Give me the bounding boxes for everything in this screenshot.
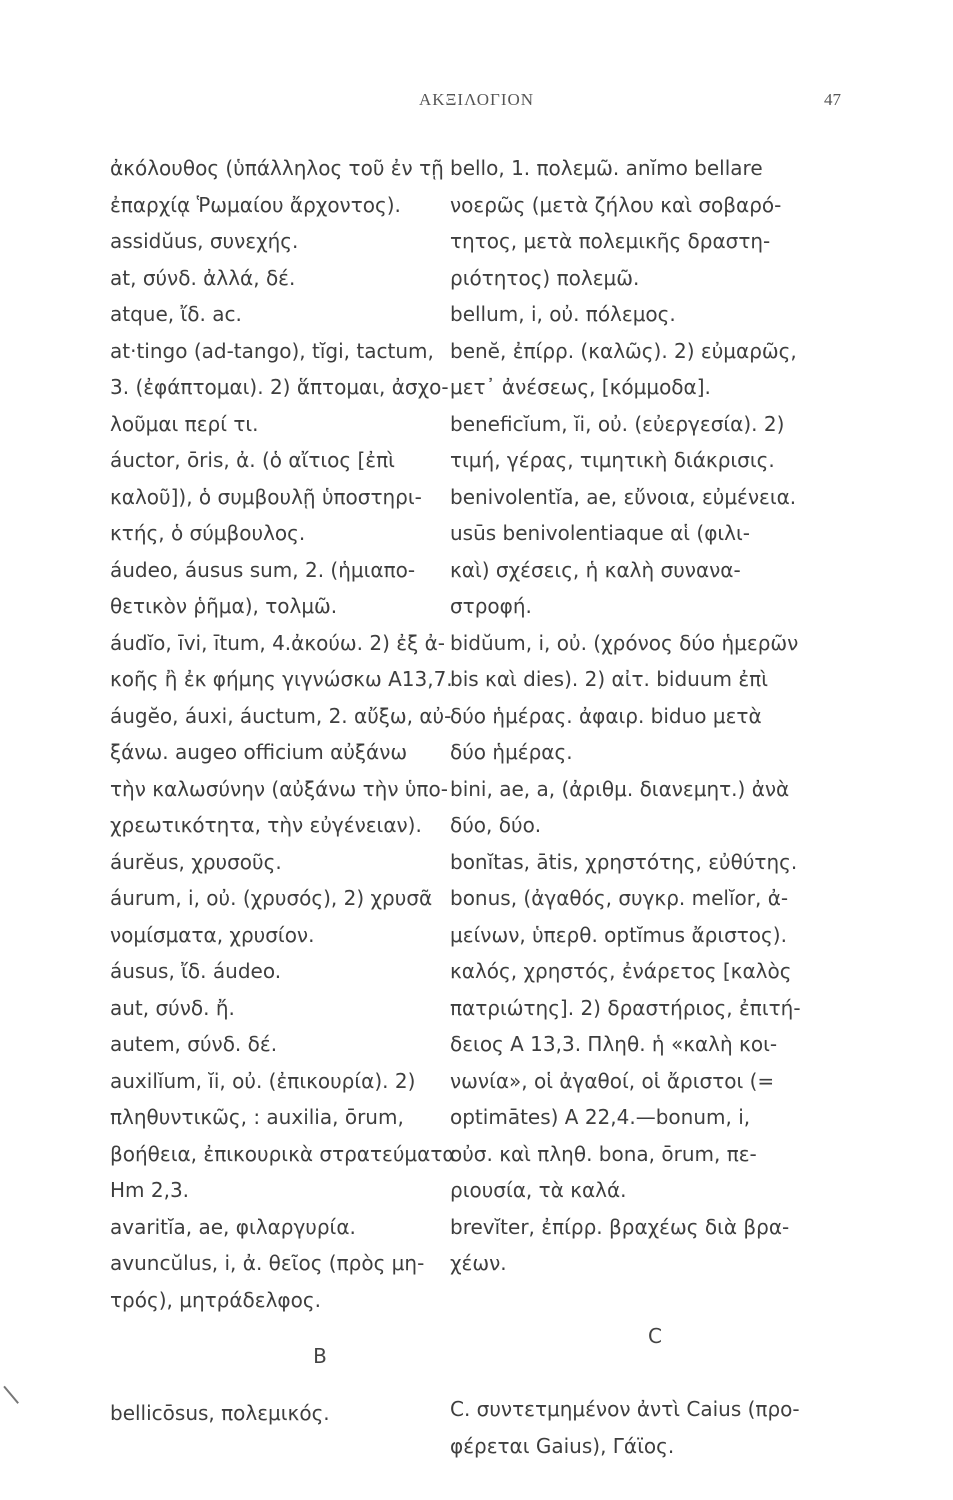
dictionary-line: benivolentĭa, ae, εὔνοια, εὐμένεια. (450, 484, 797, 509)
dictionary-line: φέρεται Gaius), Γάϊος. (450, 1433, 675, 1458)
dictionary-line: at·tingo (ad-tango), tĭgi, tactum, (110, 338, 434, 363)
dictionary-line: áudĭo, īvi, ītum, 4.ἀκούω. 2) ἐξ ἀ- (110, 630, 445, 655)
dictionary-line: ριουσία, τὰ καλά. (450, 1178, 627, 1202)
dictionary-line: μετ᾽ ἀνέσεως, [κόμμοδα]. (450, 375, 711, 399)
dictionary-line: νομίσματα, χρυσίον. (110, 922, 315, 947)
scan-mark (3, 1374, 32, 1404)
dictionary-line: τὴν καλωσύνην (αὐξάνω τὴν ὑπο- (110, 776, 448, 801)
dictionary-line: ριότητος) πολεμῶ. (450, 265, 640, 290)
dictionary-line: bello, 1. πολεμῶ. anĭmo bellare (450, 156, 763, 180)
dictionary-line: καὶ) σχέσεις, ἡ καλὴ συνανα- (450, 557, 741, 582)
dictionary-line: χρεωτικότητα, τὴν εὐγένειαν). (110, 813, 422, 837)
right-column (450, 150, 860, 1464)
dictionary-line: κοῆς ἢ ἐκ φήμης γιγνώσκω A13,7. (110, 667, 453, 691)
dictionary-line: áudeo, áusus sum, 2. (ἡμιαπο- (110, 557, 416, 582)
dictionary-line: bidŭum, i, οὐ. (χρόνος δύο ἡμερῶν (450, 630, 799, 655)
dictionary-line: áurum, i, οὐ. (χρυσός), 2) χρυσᾶ (110, 886, 433, 910)
dictionary-line: benĕ, ἐπίρρ. (καλῶς). 2) εὐμαρῶς, (450, 338, 797, 363)
dictionary-line: bini, ae, a, (ἀριθμ. διανεμητ.) ἀνὰ (450, 776, 790, 801)
dictionary-line: δύο, δύο. (450, 813, 542, 837)
page-number: 47 (824, 90, 841, 109)
dictionary-line: atque, ἴδ. ac. (110, 302, 242, 326)
dictionary-line: áugĕo, áuxi, áuctum, 2. αὔξω, αὐ- (110, 703, 452, 728)
dictionary-line: assidŭus, συνεχής. (110, 229, 299, 253)
dictionary-line: bis καὶ dies). 2) αἰτ. biduum ἐπὶ (450, 667, 768, 691)
dictionary-line: τητος, μετὰ πολεμικῆς δραστη- (450, 229, 771, 253)
dictionary-line: ξάνω. augeo officium αὐξάνω (110, 740, 408, 764)
dictionary-line: ἐπαρχίᾳ Ῥωμαίου ἄρχοντος). (110, 192, 401, 217)
dictionary-line: καλοῦ]), ὁ συμβουλῇ ὑποστηρι- (110, 484, 422, 509)
dictionary-line: bellum, i, οὐ. πόλεμος. (450, 302, 676, 326)
dictionary-line: usūs benivolentiaque αἱ (φιλι- (450, 521, 750, 545)
dictionary-line: áusus, ἴδ. áudeo. (110, 959, 282, 983)
dictionary-line: auxilĭum, ĭi, οὐ. (ἐπικουρία). 2) (110, 1068, 416, 1093)
dictionary-line: τιμή, γέρας, τιμητικὴ διάκρισις. (450, 448, 775, 472)
dictionary-line: χέων. (450, 1251, 507, 1275)
dictionary-line: ἀκόλουθος (ὑπάλληλος τοῦ ἐν τῇ (110, 156, 444, 180)
dictionary-line: κτής, ὁ σύμβουλος. (110, 521, 306, 545)
dictionary-line: 3. (ἐφάπτομαι). 2) ἅπτομαι, ἀσχο- (110, 375, 449, 399)
dictionary-line: νωνία», οἱ ἀγαθοί, οἱ ἄριστοι (= (450, 1068, 775, 1093)
dictionary-line: optimātes) A 22,4.—bonum, i, (450, 1105, 751, 1129)
dictionary-line: δύο ἡμέρας. ἀφαιρ. biduo μετὰ (450, 703, 762, 728)
dictionary-line: bonĭtas, ātis, χρηστότης, εὐθύτης. (450, 849, 798, 874)
dictionary-line: Hm 2,3. (110, 1178, 190, 1202)
dictionary-line: θετικὸν ῥῆμα), τολμῶ. (110, 594, 338, 618)
dictionary-line: beneficĭum, ĭi, οὐ. (εὐεργεσία). 2) (450, 411, 785, 436)
dictionary-line: at, σύνδ. ἀλλά, δέ. (110, 265, 296, 290)
dictionary-line: δειος A 13,3. Πληθ. ἡ «καλὴ κοι- (450, 1032, 778, 1056)
dictionary-line: autem, σύνδ. δέ. (110, 1032, 278, 1056)
dictionary-line: C. συντετμημένον ἀντὶ Caius (προ- (450, 1397, 800, 1421)
dictionary-line: οὐσ. καὶ πληθ. bona, ōrum, πε- (450, 1141, 757, 1166)
dictionary-line: στροφή. (450, 594, 532, 618)
dictionary-line: brevĭter, ἐπίρρ. βραχέως διὰ βρα- (450, 1214, 790, 1239)
dictionary-line: βοήθεια, ἐπικουρικὰ στρατεύματα (110, 1141, 456, 1166)
dictionary-line: καλός, χρηστός, ἐνάρετος [καλὸς (450, 959, 792, 983)
dictionary-line: τρός), μητράδελφος. (110, 1287, 321, 1312)
section-letter-c: C (648, 1324, 662, 1348)
running-head: ΑΚΞΙΛΟΓΙΟΝ (418, 90, 535, 109)
dictionary-line: νοερῶς (μετὰ ζήλου καὶ σοβαρό- (450, 192, 782, 217)
dictionary-line: avuncŭlus, i, ἀ. θεῖος (πρὸς μη- (110, 1251, 425, 1275)
dictionary-line: avaritĭa, ae, φιλαργυρία. (110, 1214, 356, 1239)
page-header (0, 90, 953, 120)
dictionary-line: πληθυντικῶς, : auxilia, ōrum, (110, 1105, 404, 1129)
dictionary-line: bonus, (ἀγαθός, συγκρ. melĭor, ἀ- (450, 886, 789, 910)
dictionary-line: áurĕus, χρυσοῦς. (110, 849, 282, 874)
dictionary-line: bellicōsus, πολεμικός. (110, 1400, 330, 1425)
dictionary-line: πατριώτης]. 2) δραστήριος, ἐπιτή- (450, 995, 801, 1020)
dictionary-line: aut, σύνδ. ἤ. (110, 995, 235, 1020)
section-letter-b: B (313, 1344, 327, 1368)
dictionary-line: áuctor, ōris, ἀ. (ὁ αἴτιος [ἐπὶ (110, 448, 395, 472)
dictionary-line: λοῦμαι περί τι. (110, 411, 259, 436)
dictionary-line: δύο ἡμέρας. (450, 740, 573, 764)
dictionary-line: μείνων, ὑπερθ. optĭmus ἄριστος). (450, 922, 787, 947)
